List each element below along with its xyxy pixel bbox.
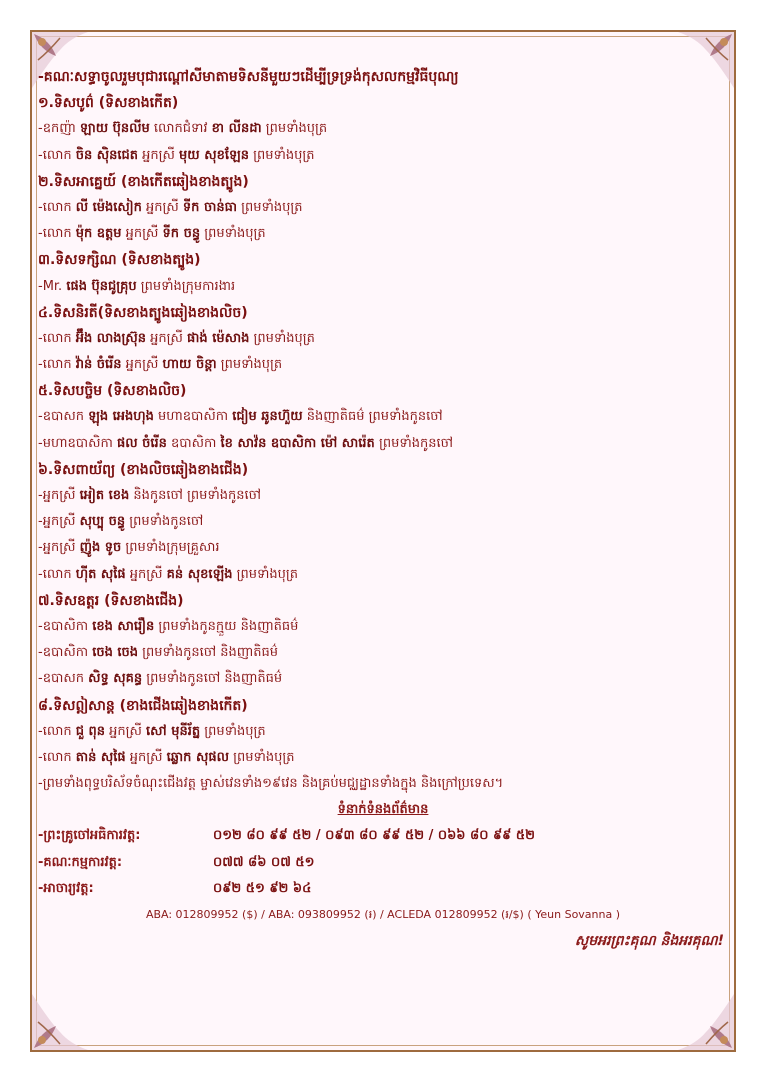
donor-line: -អ្នកស្រី អៀត ខេង និងកូនចៅ ព្រមទាំងកូនចៅ <box>38 488 262 503</box>
donor-line: -លោក ហ៊ីត សុផៃ អ្នកស្រី គន់ សុខឡើង ព្រមទាំងបុត្រ <box>38 566 298 582</box>
floral-corner-ornament <box>676 992 736 1052</box>
section-heading: ២.ទិសអាគ្នេយ៍ (ខាងកើតឆៀងខាងត្បូង) <box>38 173 249 190</box>
contact-label: -ព្រះគ្រូចៅអធិការវត្ត: <box>38 828 141 844</box>
bank-accounts: ABA: 012809952 ($) / ABA: 093809952 (៛) / ACLEDA 012809952 (៛/$) ( Yeun Sovanna ) <box>145 908 621 921</box>
contact-heading: ទំនាក់ទំនងព័ត៌មាន <box>337 802 429 818</box>
donor-list <box>38 64 728 954</box>
contact-label: -អាចារ្យវត្ត: <box>38 880 94 896</box>
section-heading: ៨.ទិសឦសាន្ត (ខាងជើងឆៀងខាងកើត) <box>38 697 248 714</box>
donor-line: -ឧបាសក ឡុង អេងហុង មហាឧបាសិកា ជៀម ឆូនហ៊ួយ និងញាតិធម៌ ព្រមទាំងកូនចៅ <box>38 409 443 425</box>
donor-line: -លោក វ៉ាន់ ចំរើន អ្នកស្រី ហាយ ចិន្តា ព្រមទាំងបុត្រ <box>38 357 283 373</box>
contact-label: -គណៈកម្មការវត្ត: <box>38 854 123 870</box>
contact-row <box>38 850 728 876</box>
donor-line: -អ្នកស្រី សុប្បុ ចន្ធូ ព្រមទាំងកូនចៅ <box>38 514 204 530</box>
donor-line: -លោក ចិន ស៊ិនជេត អ្នកស្រី មុយ សុខឡែន ព្រមទាំងបុត្រ <box>38 147 315 163</box>
donor-line: -ឧបាសិកា ខេង សារឿន ព្រមទាំងកូនក្មួយ និងញាតិធម៌ <box>38 618 299 634</box>
intro-heading: -គណៈសទ្ធាចូលរួមបុជារណ្តៅសីមាតាមទិសនីមួយៗដើម្បីទ្រទ្រង់កុសលកម្មវិធីបុណ្យ <box>38 69 459 85</box>
floral-corner-ornament <box>30 992 90 1052</box>
donor-line: -លោក តាន់ សុផៃ អ្នកស្រី ឆ្លោក សុផល ព្រមទាំងបុត្រ <box>38 749 295 765</box>
donor-line: -អ្នកស្រី ញ៉ូង ទូច ព្រមទាំងក្រុមគ្រួសារ <box>38 540 220 556</box>
donor-line: -មហាឧបាសិកា ផល ចំរើន ឧបាសិកា ខៃ សាវ៉ន ឧបាសិកា ម៉ៅ សារ៉េត ព្រមទាំងកូនចៅ <box>38 435 453 451</box>
donor-line: -ឧបាសិកា ចេង ចេង ព្រមទាំងកូនចៅ និងញាតិធម៌ <box>38 645 279 661</box>
contact-phone: ០៧៧ ៨៦ ០៧ ៥១ <box>213 854 315 870</box>
donor-line: -លោក ម៉ុក ឧត្តម អ្នកស្រី ទីក ចន្ធូ ព្រមទាំងបុត្រ <box>38 226 266 242</box>
contact-row <box>38 823 728 849</box>
section-heading: ៦.ទិសពាយ័ព្យ (ខាងលិចឆៀងខាងជើង) <box>38 461 249 478</box>
section-heading: ៤.ទិសនិរតី(ទិសខាងត្បូងឆៀងខាងលិច) <box>38 304 248 321</box>
contact-phone: ០៩២ ៥១ ៩២ ៦៤ <box>213 880 312 896</box>
contact-row <box>38 876 728 902</box>
donor-line: -ឧកញ៉ា ឡាយ ប៊ុនលីម លោកជំទាវ ខា លីនដា ព្រមទាំងបុត្រ <box>38 121 328 137</box>
donor-line: -លោក ជួ ពុន អ្នកស្រី សៅ មុនីរ័ត្ន ព្រមទាំងបុត្រ <box>38 723 266 739</box>
contact-phone: ០១២ ៨០ ៩៩ ៥២ / ០៩៣ ៨០ ៩៩ ៥២ / ០៦៦ ៨០ ៩៩ ៥២ <box>213 828 535 844</box>
closing-line: -ព្រមទាំងពុទ្ធបរិស័ទចំណុះជើងវត្ត ម្ចាស់វេនទាំង១៩វេន និងគ្រប់មជ្ឈដ្ឋានទាំងក្នុង និងក្រៅប្រទេស។ <box>38 776 504 792</box>
donor-line: -លោក លី ម៉េងសៀក អ្នកស្រី ទីក ចាន់ធា ព្រមទាំងបុត្រ <box>38 199 303 215</box>
thanks-note: សូមអរព្រះគុណ និងអរគុណ! <box>574 933 724 950</box>
donor-line: -Mr. ផេង ប៊ុនជូគ្រុប ព្រមទាំងក្រុមការងារ <box>38 278 236 294</box>
section-heading: ១.ទិសបូព៌ (ទិសខាងកើត) <box>38 95 179 112</box>
section-heading: ៥.ទិសបច្ចិម (ទិសខាងលិច) <box>38 383 187 400</box>
donor-line: -លោក អ៊ឹង លាងស្រ៊ុន អ្នកស្រី ផាង់ ម៉េសាង ព្រមទាំងបុត្រ <box>38 330 315 346</box>
section-heading: ៣.ទិសទក្សិណ (ទិសខាងត្បូង) <box>38 252 201 269</box>
section-heading: ៧.ទិសឧត្តរ (ទិសខាងជើង) <box>38 592 184 609</box>
donor-line: -ឧបាសក សិទ្ធ សុគន្ធ ព្រមទាំងកូនចៅ និងញាតិធម៌ <box>38 671 283 687</box>
